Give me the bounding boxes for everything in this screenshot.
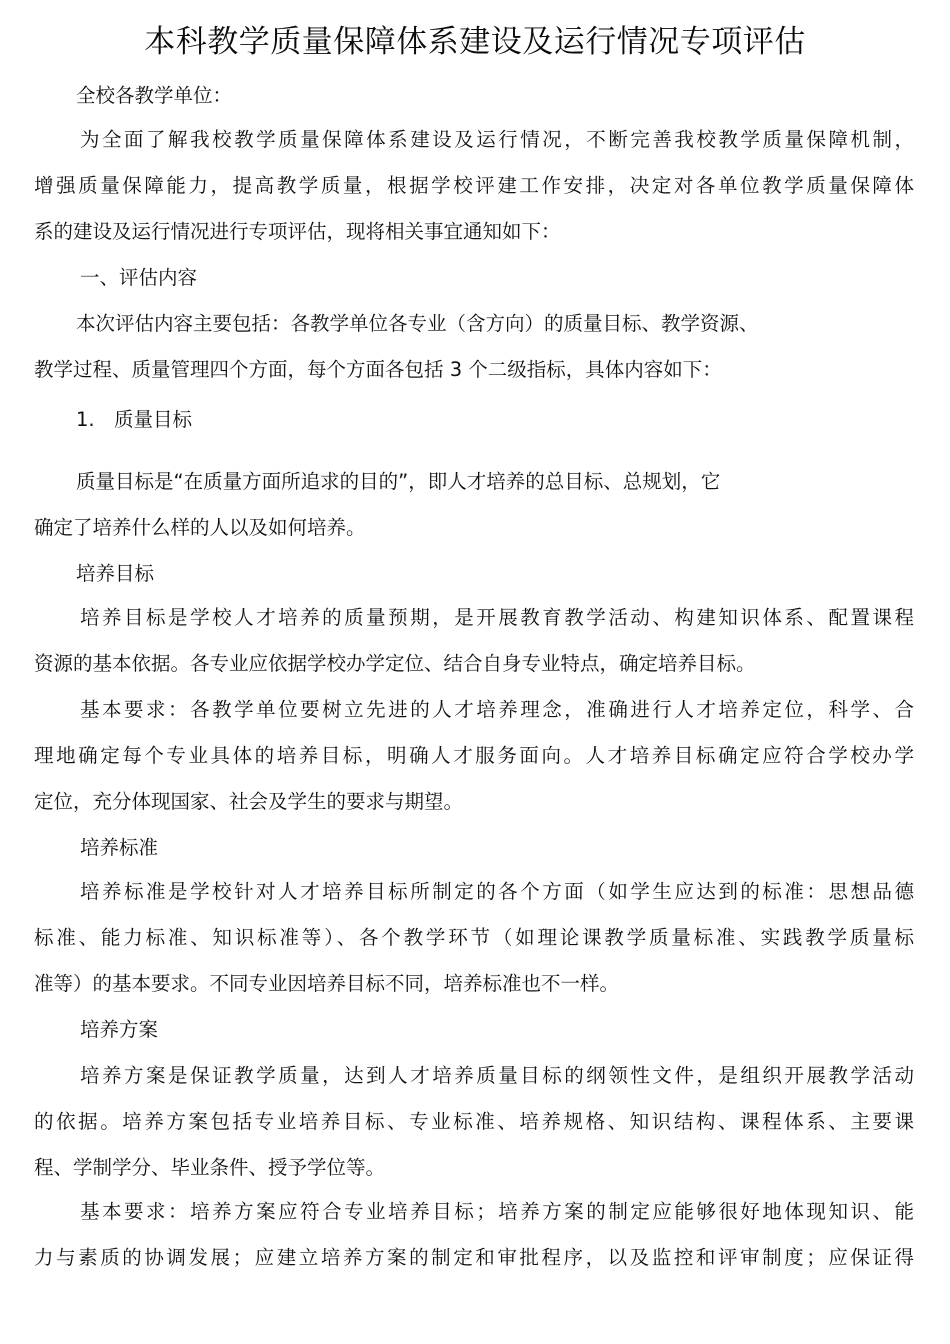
item1-label: 质量目标 (114, 408, 193, 431)
training-goal-req-line-2: 理地确定每个专业具体的培养目标，明确人才服务面向。人才培养目标确定应符合学校办学 (34, 744, 914, 767)
training-goal-line-2: 资源的基本依据。各专业应依据学校办学定位、结合自身专业特点，确定培养目标。 (34, 652, 756, 675)
section1-line-2: 教学过程、质量管理四个方面，每个方面各包括 3 个二级指标，具体内容如下： (34, 358, 722, 381)
item1-heading (76, 406, 914, 434)
training-goal-heading: 培养目标 (76, 562, 155, 585)
training-goal-line-1: 培养目标是学校人才培养的质量预期，是开展教育教学活动、构建知识体系、配置课程 (80, 606, 914, 629)
training-plan-req-line-2: 力与素质的协调发展；应建立培养方案的制定和审批程序，以及监控和评审制度；应保证得 (34, 1246, 914, 1269)
training-plan-line-2: 的依据。培养方案包括专业培养目标、专业标准、培养规格、知识结构、课程体系、主要课 (34, 1110, 914, 1133)
intro-line-3: 系的建设及运行情况进行专项评估，现将相关事宜通知如下： (34, 220, 561, 243)
training-standard-line-2: 标准、能力标准、知识标准等）、各个教学环节（如理论课教学质量标准、实践教学质量标 (34, 926, 914, 949)
training-standard-heading: 培养标准 (80, 836, 159, 859)
training-standard-line-3: 准等）的基本要求。不同专业因培养目标不同，培养标准也不一样。 (34, 972, 620, 995)
section1-line-1: 本次评估内容主要包括：各教学单位各专业（含方向）的质量目标、教学资源、 (76, 312, 759, 335)
training-plan-line-1: 培养方案是保证教学质量，达到人才培养质量目标的纲领性文件，是组织开展教学活动 (80, 1064, 914, 1087)
item1-number: 1. (76, 408, 95, 431)
training-goal-req-line-3: 定位，充分体现国家、社会及学生的要求与期望。 (34, 790, 464, 813)
intro-line-1: 为全面了解我校教学质量保障体系建设及运行情况，不断完善我校教学质量保障机制， (80, 128, 914, 151)
section1-heading: 一、评估内容 (80, 266, 198, 289)
training-standard-line-1: 培养标准是学校针对人才培养目标所制定的各个方面（如学生应达到的标准：思想品德 (80, 880, 914, 903)
training-plan-heading: 培养方案 (80, 1018, 159, 1041)
training-plan-req-line-1: 基本要求：培养方案应符合专业培养目标；培养方案的制定应能够很好地体现知识、能 (80, 1200, 914, 1223)
intro-line-2: 增强质量保障能力，提高教学质量，根据学校评建工作安排，决定对各单位教学质量保障体 (34, 174, 914, 197)
document-title: 本科教学质量保障体系建设及运行情况专项评估 (144, 24, 806, 60)
training-plan-line-3: 程、学制学分、毕业条件、授予学位等。 (34, 1156, 386, 1179)
training-goal-req-line-1: 基本要求：各教学单位要树立先进的人才培养理念，准确进行人才培养定位，科学、合 (80, 698, 914, 721)
salutation: 全校各教学单位： (76, 84, 233, 107)
quality-goal-line-2: 确定了培养什么样的人以及如何培养。 (34, 516, 366, 539)
quality-goal-line-1: 质量目标是“在质量方面所追求的目的”，即人才培养的总目标、总规划，它 (76, 470, 721, 493)
